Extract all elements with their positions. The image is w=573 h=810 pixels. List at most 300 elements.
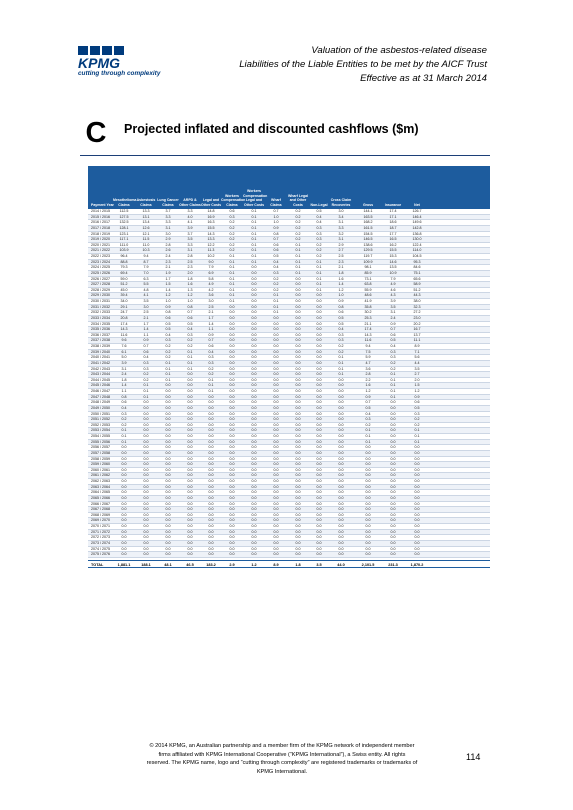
value-cell: 3.1 (338, 220, 344, 225)
value-cell: 0.0 (121, 456, 127, 461)
value-cell: 0.0 (295, 540, 301, 545)
value-cell: 0.0 (165, 411, 171, 416)
value-cell: 23.0 (413, 315, 421, 320)
value-cell: 2.8 (187, 254, 193, 258)
payment-year-cell: 2036 / 2037 (91, 332, 110, 337)
value-cell: 0.1 (251, 259, 257, 264)
value-cell: 0.0 (295, 450, 301, 455)
value-cell: 0.0 (273, 344, 279, 348)
payment-year-cell: 2027 / 2028 (91, 282, 110, 287)
header-line: Effective as at 31 March 2014 (360, 73, 487, 84)
payment-year-cell: 2046 / 2047 (91, 389, 110, 393)
value-cell: 0.5 (390, 338, 396, 343)
value-cell: 4.8 (143, 287, 149, 292)
payment-year-cell: 2058 / 2059 (91, 456, 110, 461)
value-cell: 2.1 (143, 315, 149, 320)
value-cell: 3.9 (390, 299, 396, 303)
value-cell: 0.0 (143, 428, 149, 433)
value-cell: 2.9 (338, 242, 344, 247)
value-cell: 0.0 (121, 507, 127, 512)
value-cell: 0.1 (390, 394, 396, 399)
value-cell: 0.0 (251, 366, 257, 371)
value-cell: 3.3 (187, 242, 193, 247)
value-cell: 0.0 (187, 405, 193, 410)
value-cell: 7.0 (143, 270, 149, 275)
value-cell: 0.0 (295, 501, 301, 506)
value-cell: 0.2 (273, 276, 279, 281)
payment-year-cell: 2075 / 2076 (91, 552, 110, 557)
value-cell: 0.0 (187, 422, 193, 427)
value-cell: 7.9 (208, 265, 214, 270)
value-cell: 0.0 (365, 552, 371, 557)
value-cell: 1.2 (365, 389, 371, 393)
value-cell: 136.8 (412, 231, 422, 236)
total-value-cell: 8.9 (273, 562, 279, 567)
value-cell: 0.0 (295, 282, 301, 287)
value-cell: 0.0 (143, 501, 149, 506)
value-cell: 0.1 (273, 304, 279, 309)
value-cell: 0.0 (143, 450, 149, 455)
value-cell: 0.0 (390, 495, 396, 500)
value-cell: 0.1 (165, 377, 171, 382)
value-cell: 0.0 (187, 501, 193, 506)
value-cell: 1.2 (338, 287, 344, 292)
value-cell: 0.4 (187, 327, 193, 332)
value-cell: 0.0 (338, 501, 344, 506)
value-cell: 0.0 (273, 462, 279, 467)
value-cell: 0.0 (121, 495, 127, 500)
value-cell: 0.0 (251, 315, 257, 320)
value-cell: 3.3 (165, 220, 171, 225)
value-cell: 59.0 (120, 276, 128, 281)
value-cell: 0.4 (390, 344, 396, 348)
value-cell: 0.0 (316, 422, 322, 427)
value-cell: 55.9 (364, 287, 372, 292)
value-cell: 75.1 (413, 270, 421, 275)
value-cell: 0.1 (187, 366, 193, 371)
value-cell: 0.3 (316, 225, 322, 230)
payment-year-cell: 2041 / 2042 (91, 360, 110, 365)
value-cell: 0.0 (316, 355, 322, 360)
value-cell: 13.1 (142, 214, 150, 219)
value-cell: 12.1 (142, 231, 150, 236)
value-cell: 0.3 (414, 411, 420, 416)
value-cell: 0.0 (316, 315, 322, 320)
value-cell: 0.1 (316, 276, 322, 281)
value-cell: 0.0 (390, 400, 396, 405)
value-cell: 0.0 (365, 524, 371, 528)
value-cell: 11.3 (207, 248, 215, 253)
value-cell: 0.1 (295, 265, 301, 270)
value-cell: 0.0 (208, 524, 214, 528)
value-cell: 146.4 (412, 214, 422, 219)
value-cell: 0.5 (365, 405, 371, 410)
value-cell: 0.0 (229, 327, 235, 332)
value-cell: 0.0 (187, 450, 193, 455)
value-cell: 0.0 (316, 535, 322, 540)
value-cell: 0.2 (229, 237, 235, 242)
value-cell: 0.1 (229, 299, 235, 303)
value-cell: 4.3 (390, 293, 396, 298)
value-cell: 0.1 (295, 259, 301, 264)
payment-year-cell: 2034 / 2035 (91, 321, 110, 326)
value-cell: 0.0 (187, 439, 193, 444)
value-cell: 0.0 (229, 366, 235, 371)
value-cell: 3.6 (208, 293, 214, 298)
value-cell: 0.0 (187, 524, 193, 528)
value-cell: 0.0 (229, 417, 235, 422)
value-cell: 0.3 (187, 332, 193, 337)
value-cell: 3.7 (165, 209, 171, 213)
value-cell: 1.0 (338, 293, 344, 298)
value-cell: 0.9 (414, 394, 420, 399)
payment-year-cell: 2074 / 2075 (91, 546, 110, 551)
payment-year-cell: 2029 / 2030 (91, 293, 110, 298)
value-cell: 0.1 (208, 383, 214, 388)
value-cell: 0.0 (208, 490, 214, 495)
value-cell: 0.0 (251, 332, 257, 337)
value-cell: 0.0 (390, 405, 396, 410)
value-cell: 126.7 (412, 209, 422, 213)
value-cell: 48.6 (364, 293, 372, 298)
value-cell: 0.0 (295, 355, 301, 360)
value-cell: 0.1 (208, 389, 214, 393)
value-cell: 0.0 (187, 383, 193, 388)
value-cell: 0.0 (165, 540, 171, 545)
value-cell: 6.9 (208, 270, 214, 275)
value-cell: 0.0 (316, 501, 322, 506)
value-cell: 0.2 (229, 225, 235, 230)
value-cell: 0.0 (316, 349, 322, 354)
value-cell: 0.0 (316, 529, 322, 534)
value-cell: 119.7 (363, 254, 373, 258)
value-cell: 95.3 (413, 259, 421, 264)
value-cell: 2.7 (338, 248, 344, 253)
value-cell: 0.0 (295, 484, 301, 489)
kpmg-wordmark: KPMG (78, 55, 120, 70)
value-cell: 0.1 (121, 439, 127, 444)
value-cell: 2.4 (165, 254, 171, 258)
value-cell: 3.2 (338, 231, 344, 236)
value-cell: 0.0 (338, 529, 344, 534)
value-cell: 2.1 (165, 265, 171, 270)
value-cell: 0.0 (187, 445, 193, 450)
value-cell: 0.0 (121, 490, 127, 495)
value-cell: 0.0 (273, 473, 279, 478)
value-cell: 5.9 (365, 355, 371, 360)
value-cell: 0.0 (338, 450, 344, 455)
value-cell: 0.0 (208, 546, 214, 551)
value-cell: 0.0 (316, 495, 322, 500)
value-cell: 1.6 (365, 383, 371, 388)
payment-year-cell: 2032 / 2033 (91, 310, 110, 315)
value-cell: 0.7 (273, 237, 279, 242)
value-cell: 0.0 (316, 456, 322, 461)
value-cell: 0.7 (365, 400, 371, 405)
value-cell: 0.0 (365, 479, 371, 483)
value-cell: 0.0 (414, 467, 420, 472)
value-cell: 0.2 (338, 349, 344, 354)
value-cell: 0.0 (251, 338, 257, 343)
value-cell: 0.0 (229, 315, 235, 320)
value-cell: 1.2 (414, 389, 420, 393)
value-cell: 0.3 (273, 270, 279, 275)
value-cell: 0.0 (143, 411, 149, 416)
value-cell: 0.0 (208, 540, 214, 545)
value-cell: 0.0 (121, 529, 127, 534)
value-cell: 0.0 (390, 417, 396, 422)
value-cell: 0.0 (316, 293, 322, 298)
column-header: Workers Compensation Claims (221, 193, 246, 207)
value-cell: 0.0 (251, 299, 257, 303)
value-cell: 132.5 (119, 220, 129, 225)
value-cell: 0.0 (208, 484, 214, 489)
value-cell: 0.0 (251, 355, 257, 360)
value-cell: 85.9 (364, 270, 372, 275)
value-cell: 0.1 (390, 389, 396, 393)
value-cell: 0.0 (295, 293, 301, 298)
value-cell: 0.1 (414, 434, 420, 438)
value-cell: 0.0 (229, 450, 235, 455)
value-cell: 0.0 (229, 428, 235, 433)
value-cell: 0.1 (165, 366, 171, 371)
value-cell: 0.0 (229, 411, 235, 416)
value-cell: 0.5 (414, 405, 420, 410)
total-value-cell: 2.9 (229, 562, 235, 567)
payment-year-cell: 2015 / 2016 (91, 214, 110, 219)
value-cell: 0.0 (229, 344, 235, 348)
value-cell: 0.0 (273, 450, 279, 455)
value-cell: 14.3 (364, 332, 372, 337)
value-cell: 0.0 (295, 372, 301, 377)
payment-year-cell: 2066 / 2067 (91, 501, 110, 506)
value-cell: 0.0 (295, 462, 301, 467)
value-cell: 0.9 (143, 338, 149, 343)
value-cell: 0.0 (295, 456, 301, 461)
value-cell: 0.0 (165, 467, 171, 472)
value-cell: 0.0 (295, 315, 301, 320)
value-cell: 0.0 (365, 501, 371, 506)
value-cell: 0.0 (273, 501, 279, 506)
value-cell: 0.0 (187, 507, 193, 512)
value-cell: 0.2 (295, 231, 301, 236)
column-header: ARPD & Other Claims (179, 198, 201, 207)
value-cell: 0.0 (208, 445, 214, 450)
value-cell: 0.0 (316, 462, 322, 467)
payment-year-cell: 2061 / 2062 (91, 473, 110, 478)
value-cell: 0.0 (165, 512, 171, 517)
value-cell: 0.0 (165, 473, 171, 478)
value-cell: 0.0 (229, 479, 235, 483)
value-cell: 0.0 (121, 467, 127, 472)
value-cell: 0.0 (251, 282, 257, 287)
payment-year-cell: 2047 / 2048 (91, 394, 110, 399)
value-cell: 0.0 (251, 456, 257, 461)
value-cell: 5.0 (121, 355, 127, 360)
value-cell: 0.0 (251, 546, 257, 551)
value-cell: 0.0 (365, 535, 371, 540)
value-cell: 149.6 (412, 220, 422, 225)
value-cell: 0.3 (229, 214, 235, 219)
value-cell: 0.0 (273, 434, 279, 438)
value-cell: 3.3 (165, 214, 171, 219)
value-cell: 0.0 (338, 439, 344, 444)
payment-year-cell: 2051 / 2052 (91, 417, 110, 422)
value-cell: 1.6 (338, 276, 344, 281)
value-cell: 79.3 (120, 265, 128, 270)
value-cell: 0.1 (229, 287, 235, 292)
value-cell: 0.0 (165, 507, 171, 512)
value-cell: 21.1 (364, 321, 372, 326)
value-cell: 0.0 (390, 501, 396, 506)
value-cell: 0.0 (414, 456, 420, 461)
value-cell: 0.0 (251, 349, 257, 354)
value-cell: 0.0 (295, 321, 301, 326)
column-header: Gross (362, 202, 374, 207)
value-cell: 0.1 (229, 259, 235, 264)
value-cell: 0.0 (273, 405, 279, 410)
value-cell: 0.0 (273, 518, 279, 523)
value-cell: 0.0 (273, 383, 279, 388)
value-cell: 0.0 (414, 473, 420, 478)
value-cell: 0.0 (273, 495, 279, 500)
value-cell: 17.4 (120, 321, 128, 326)
value-cell: 18.7 (389, 225, 397, 230)
value-cell: 0.0 (365, 473, 371, 478)
value-cell: 0.0 (251, 473, 257, 478)
payment-year-cell: 2014 / 2015 (91, 209, 110, 213)
value-cell: 0.0 (187, 552, 193, 557)
value-cell: 0.0 (165, 405, 171, 410)
column-header: Wharf Legal and Other Costs (287, 193, 309, 207)
value-cell: 0.9 (338, 299, 344, 303)
value-cell: 2.5 (338, 254, 344, 258)
value-cell: 13.3 (142, 209, 150, 213)
value-cell: 0.2 (295, 220, 301, 225)
value-cell: 7.1 (414, 349, 420, 354)
value-cell: 0.2 (365, 422, 371, 427)
value-cell: 0.0 (295, 445, 301, 450)
value-cell: 0.0 (273, 327, 279, 332)
value-cell: 1.1 (208, 327, 214, 332)
value-cell: 0.0 (208, 400, 214, 405)
value-cell: 9.0 (208, 259, 214, 264)
payment-year-cell: 2030 / 2031 (91, 299, 110, 303)
value-cell: 0.7 (273, 209, 279, 213)
payment-year-cell: 2038 / 2039 (91, 344, 110, 348)
value-cell: 0.1 (143, 394, 149, 399)
value-cell: 3.5 (414, 366, 420, 371)
value-cell: 0.0 (295, 507, 301, 512)
value-cell: 0.0 (143, 535, 149, 540)
value-cell: 3.0 (208, 299, 214, 303)
value-cell: 0.0 (187, 518, 193, 523)
value-cell: 0.0 (316, 344, 322, 348)
payment-year-cell: 2053 / 2054 (91, 428, 110, 433)
value-cell: 2.9 (165, 237, 171, 242)
value-cell: 13.7 (413, 332, 421, 337)
value-cell: 0.1 (165, 360, 171, 365)
value-cell: 0.0 (229, 405, 235, 410)
value-cell: 0.2 (165, 344, 171, 348)
value-cell: 0.4 (121, 405, 127, 410)
value-cell: 10.3 (142, 248, 150, 253)
value-cell: 0.0 (229, 495, 235, 500)
value-cell: 0.1 (365, 428, 371, 433)
payment-year-cell: 2070 / 2071 (91, 524, 110, 528)
value-cell: 4.9 (208, 282, 214, 287)
kpmg-tagline: cutting through complexity (78, 70, 161, 77)
value-cell: 0.0 (414, 495, 420, 500)
value-cell: 0.0 (187, 400, 193, 405)
payment-year-cell: 2049 / 2050 (91, 405, 110, 410)
value-cell: 13.4 (142, 220, 150, 225)
value-cell: 0.1 (365, 439, 371, 444)
value-cell: 0.0 (273, 377, 279, 382)
value-cell: 0.0 (208, 428, 214, 433)
value-cell: 0.0 (143, 439, 149, 444)
value-cell: 0.0 (414, 501, 420, 506)
copyright-footer (122, 742, 442, 776)
value-cell: 0.3 (316, 237, 322, 242)
value-cell: 0.5 (165, 327, 171, 332)
value-cell: 0.0 (316, 512, 322, 517)
value-cell: 0.0 (229, 529, 235, 534)
value-cell: 51.2 (413, 287, 421, 292)
value-cell: 0.0 (390, 512, 396, 517)
value-cell: 0.2 (316, 242, 322, 247)
value-cell: 0.0 (273, 349, 279, 354)
value-cell: 0.6 (165, 315, 171, 320)
value-cell: 0.0 (365, 456, 371, 461)
value-cell: 0.0 (143, 524, 149, 528)
value-cell: 0.0 (165, 501, 171, 506)
value-cell: 0.2 (187, 338, 193, 343)
value-cell: 0.3 (165, 338, 171, 343)
value-cell: 7.6 (121, 344, 127, 348)
value-cell: 0.0 (229, 552, 235, 557)
value-cell: 0.0 (208, 462, 214, 467)
value-cell: 0.1 (390, 372, 396, 377)
value-cell: 0.0 (165, 479, 171, 483)
value-cell: 3.1 (187, 248, 193, 253)
value-cell: 0.1 (295, 242, 301, 247)
value-cell: 73.1 (364, 276, 372, 281)
value-cell: 0.6 (338, 310, 344, 315)
value-cell: 6.1 (121, 349, 127, 354)
value-cell: 1.3 (187, 287, 193, 292)
value-cell: 0.0 (338, 389, 344, 393)
value-cell: 0.0 (208, 450, 214, 455)
value-cell: 0.0 (143, 422, 149, 427)
value-cell: 0.0 (251, 501, 257, 506)
value-cell: 0.0 (229, 310, 235, 315)
value-cell: 0.0 (229, 535, 235, 540)
value-cell: 12.2 (207, 242, 215, 247)
value-cell: 0.0 (295, 394, 301, 399)
value-cell: 0.0 (165, 434, 171, 438)
value-cell: 0.0 (390, 507, 396, 512)
value-cell: 0.0 (338, 428, 344, 433)
value-cell: 1.8 (121, 377, 127, 382)
value-cell: 0.0 (187, 467, 193, 472)
value-cell: 0.0 (414, 450, 420, 455)
value-cell: 0.0 (121, 535, 127, 540)
payment-year-cell: 2052 / 2053 (91, 422, 110, 427)
value-cell: 69.4 (120, 270, 128, 275)
value-cell: 2.3 (338, 259, 344, 264)
value-cell: 0.0 (121, 450, 127, 455)
